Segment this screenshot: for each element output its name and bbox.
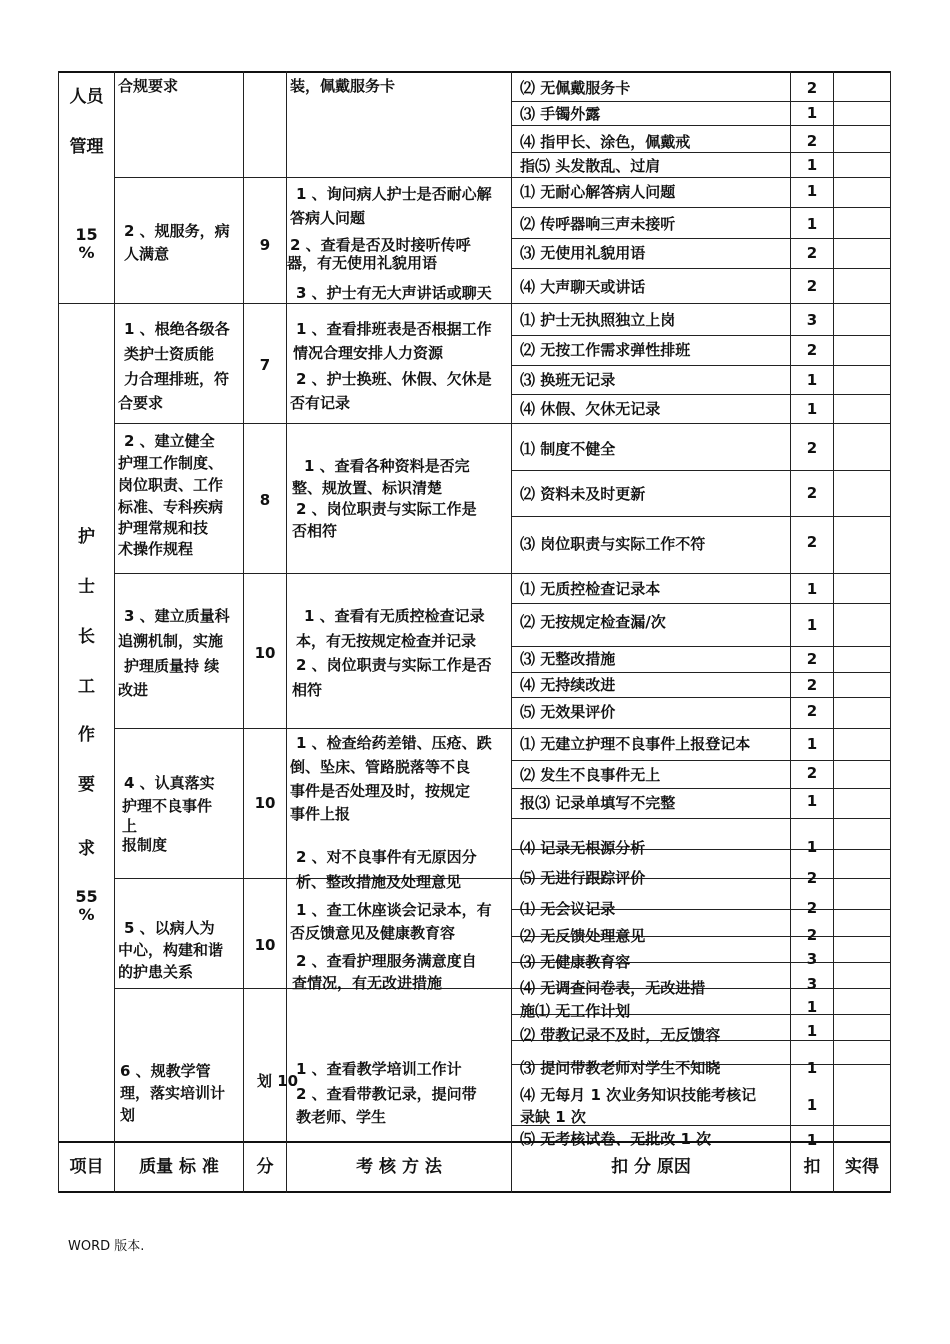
category-label: 管理	[69, 137, 104, 157]
deduction-reason: ⑷ 休假、欠休无记录	[520, 400, 661, 418]
deduction-reason: ⑵ 无按规定检查漏/次	[520, 613, 666, 631]
method-text: 否有记录	[290, 394, 351, 412]
method-text: 2 、查看是否及时接听传呼	[290, 236, 471, 254]
header-item: 项目	[69, 1157, 104, 1177]
category-label: 作	[78, 725, 95, 745]
method-text: 1 、检查给药差错、压疮、跌	[296, 734, 492, 752]
method-text: 1 、查看排班表是否根据工作	[296, 320, 492, 338]
score-value: 7	[259, 356, 271, 374]
deduction-points: 2	[806, 79, 818, 97]
method-text: 器，有无使用礼貌用语	[287, 254, 438, 272]
deduction-points: 1	[806, 792, 818, 810]
deduction-reason: ⑸ 无考核试卷、无批改 1 次	[520, 1130, 712, 1148]
deduction-reason: ⑵ 无反馈处理意见	[520, 927, 646, 945]
deduction-reason: 报⑶ 记录单填写不完整	[520, 794, 676, 812]
standard-text: 标准、专科疾病	[118, 498, 224, 516]
deduction-reason: ⑶ 提问带教老师对学生不知晓	[520, 1059, 721, 1077]
standard-text: 划	[120, 1106, 136, 1124]
deduction-points: 1	[806, 1022, 818, 1040]
deduction-points: 2	[806, 926, 818, 944]
row-divider	[114, 878, 890, 879]
deduction-points: 2	[806, 277, 818, 295]
method-text: 1 、询问病人护士是否耐心解	[296, 185, 492, 203]
method-text: 析、整改措施及处理意见	[296, 873, 462, 891]
category-label: 要	[78, 775, 95, 795]
deduction-reason: ⑴ 无建立护理不良事件上报登记本	[520, 735, 751, 753]
deduction-points: 3	[806, 975, 818, 993]
standard-text: 护理不良事件	[122, 797, 213, 815]
deduction-points: 1	[806, 1059, 818, 1077]
row-divider	[114, 728, 890, 729]
deduction-reason: ⑵ 无按工作需求弹性排班	[520, 341, 691, 359]
deduction-points: 1	[806, 371, 818, 389]
deduction-reason: ⑵ 发生不良事件无上	[520, 766, 661, 784]
category-label: 长	[78, 627, 95, 647]
method-text: 2 、查看带教记录，提问带	[296, 1085, 477, 1103]
table-bottom-border	[58, 1191, 890, 1193]
method-text: 2 、护士换班、休假、欠休是	[296, 370, 492, 388]
deduction-points: 1	[806, 998, 818, 1016]
row-divider	[114, 423, 890, 424]
standard-text: 合要求	[118, 394, 164, 412]
standard-text: 人满意	[124, 245, 170, 263]
category-weight: %	[78, 905, 95, 924]
deduction-points: 1	[806, 735, 818, 753]
deduction-reason: ⑵ 传呼器响三声未接听	[520, 215, 676, 233]
deduction-reason: 录缺 1 次	[520, 1108, 586, 1126]
deduction-points: 1	[806, 104, 818, 122]
deduction-reason: ⑴ 护士无执照独立上岗	[520, 311, 676, 329]
standard-text: 理，落实培训计	[120, 1084, 226, 1102]
standard-text: 护理常规和技	[118, 519, 209, 537]
deduction-reason: ⑷ 大声聊天或讲话	[520, 278, 646, 296]
header-score: 分	[256, 1157, 274, 1177]
deduction-reason: ⑷ 无每月 1 次业务知识技能考核记	[520, 1086, 757, 1104]
deduction-points: 1	[806, 400, 818, 418]
method-text: 2 、对不良事件有无原因分	[296, 848, 477, 866]
deduction-points: 1	[806, 156, 818, 174]
deduction-reason: ⑷ 无调查问卷表，无改进措	[520, 979, 706, 997]
deduction-reason: ⑵ 无佩戴服务卡	[520, 79, 631, 97]
deduction-points: 2	[806, 244, 818, 262]
deduction-reason: ⑶ 手镯外露	[520, 105, 601, 123]
category-label: 人员	[69, 87, 104, 107]
method-text: 否反馈意见及健康教育容	[290, 924, 456, 942]
method-text: 答病人问题	[290, 209, 366, 227]
standard-text: 3 、建立质量科	[124, 607, 230, 625]
header-deduct: 扣	[803, 1157, 821, 1177]
deduction-points: 2	[806, 650, 818, 668]
score-value: 划 10	[257, 1072, 299, 1090]
deduction-reason: 指⑸ 头发散乱、过肩	[520, 157, 661, 175]
header-actual: 实得	[845, 1157, 879, 1177]
deduction-points: 2	[806, 341, 818, 359]
method-text: 1 、查看有无质控检查记录	[304, 607, 485, 625]
score-value: 10	[254, 936, 276, 954]
deduction-points: 3	[806, 950, 818, 968]
deduction-reason: ⑷ 无持续改进	[520, 676, 616, 694]
standard-text: 4 、认真落实	[124, 774, 215, 792]
method-text: 倒、坠床、管路脱落等不良	[290, 758, 471, 776]
header-top-border	[58, 1141, 890, 1143]
deduction-reason: ⑶ 无使用礼貌用语	[520, 244, 646, 262]
deduction-points: 1	[806, 182, 818, 200]
deduction-points: 1	[806, 616, 818, 634]
deduction-points: 1	[806, 580, 818, 598]
deduction-points: 2	[806, 484, 818, 502]
category-label: 士	[78, 577, 95, 597]
standard-text: 岗位职责、工作	[118, 476, 224, 494]
col-border	[511, 71, 512, 1193]
standard-text: 类护士资质能	[124, 345, 215, 363]
deduction-points: 2	[806, 899, 818, 917]
deduction-reason: ⑴ 无质控检查记录本	[520, 580, 661, 598]
standard-text: 追溯机制，实施	[118, 632, 224, 650]
deduction-points: 2	[806, 533, 818, 551]
deduction-points: 2	[806, 132, 818, 150]
method-text: 情况合理安排人力资源	[293, 344, 444, 362]
deduction-reason: ⑸ 无效果评价	[520, 703, 616, 721]
score-value: 10	[254, 644, 276, 662]
header-reason: 扣 分 原因	[611, 1157, 691, 1177]
standard-text: 2 、规服务，病	[124, 222, 230, 240]
standard-text: 2 、建立健全	[124, 432, 215, 450]
standard-text: 改进	[118, 681, 149, 699]
method-text: 相符	[292, 681, 323, 699]
standard-text: 上	[122, 817, 138, 835]
category-weight: 15	[75, 225, 98, 244]
deduction-reason: ⑶ 换班无记录	[520, 371, 616, 389]
standard-text: 6 、规教学管	[120, 1062, 211, 1080]
header-method: 考 核 方 法	[356, 1157, 442, 1177]
standard-text: 护理工作制度、	[118, 454, 224, 472]
deduction-points: 2	[806, 439, 818, 457]
method-text: 教老师、学生	[296, 1108, 387, 1126]
deduction-reason: ⑶ 无健康教育容	[520, 953, 631, 971]
deduction-points: 1	[806, 1096, 818, 1114]
deduction-reason: ⑵ 带教记录不及时，无反馈容	[520, 1026, 721, 1044]
standard-text: 护理质量持 续	[124, 657, 220, 675]
method-text: 1 、查看各种资料是否完	[304, 457, 470, 475]
row-divider	[114, 573, 890, 574]
method-text: 整、规放置、标识清楚	[292, 479, 443, 497]
standard-text: 5 、以病人为	[124, 919, 215, 937]
category-weight: %	[78, 243, 95, 262]
deduction-reason: ⑶ 无整改措施	[520, 650, 616, 668]
method-text: 查情况，有无改进措施	[292, 974, 443, 992]
method-text: 2 、岗位职责与实际工作是	[296, 500, 477, 518]
category-weight: 55	[75, 887, 98, 906]
standard-text: 的护患关系	[118, 963, 194, 981]
standard-text: 1 、根绝各级各	[124, 320, 230, 338]
deduction-reason: ⑸ 无进行跟踪评价	[520, 869, 646, 887]
deduction-reason: ⑵ 资料未及时更新	[520, 485, 646, 503]
score-value: 10	[254, 794, 276, 812]
score-value: 9	[259, 236, 271, 254]
category-label: 工	[78, 677, 95, 697]
method-text: 1 、查看教学培训工作计	[296, 1060, 462, 1078]
col-border	[286, 71, 287, 1193]
standard-text: 术操作规程	[118, 540, 194, 558]
footer-note: WORD 版本.	[68, 1239, 145, 1254]
deduction-reason: ⑴ 制度不健全	[520, 440, 616, 458]
method-text: 事件上报	[290, 805, 351, 823]
row-divider	[114, 177, 890, 178]
deduction-points: 2	[806, 764, 818, 782]
deduction-points: 2	[806, 869, 818, 887]
deduction-reason: ⑴ 无会议记录	[520, 900, 616, 918]
method-text: 2 、查看护理服务满意度自	[296, 952, 477, 970]
method-text: 本，有无按规定检查并记录	[296, 632, 477, 650]
score-value: 8	[259, 491, 271, 509]
standard-text: 报制度	[122, 836, 168, 854]
standard-text: 力合理排班，符	[124, 370, 230, 388]
category-label: 护	[78, 527, 95, 547]
method-text: 3 、护士有无大声讲话或聊天	[296, 284, 492, 302]
method-text: 事件是否处理及时，按规定	[290, 782, 471, 800]
col-border	[833, 71, 834, 1193]
table-top-border	[58, 71, 890, 73]
deduction-reason: ⑴ 无耐心解答病人问题	[520, 183, 676, 201]
deduction-points: 1	[806, 838, 818, 856]
col-border-right	[890, 71, 891, 1193]
deduction-points: 1	[806, 1131, 818, 1149]
deduction-reason: 施⑴ 无工作计划	[520, 1002, 631, 1020]
method-text: 2 、岗位职责与实际工作是否	[296, 656, 492, 674]
deduction-points: 3	[806, 311, 818, 329]
row-divider	[114, 988, 890, 989]
deduction-reason: ⑷ 记录无根源分析	[520, 839, 646, 857]
header-standard: 质量 标 准	[139, 1157, 219, 1177]
deduction-points: 2	[806, 676, 818, 694]
deduction-points: 1	[806, 215, 818, 233]
standard-text: 中心，构建和谐	[118, 941, 224, 959]
method-text: 否相符	[292, 522, 338, 540]
category-label: 求	[78, 839, 95, 859]
standard-text: 合规要求	[118, 77, 179, 95]
method-text: 1 、查工休座谈会记录本，有	[296, 901, 492, 919]
method-text: 装，佩戴服务卡	[290, 77, 396, 95]
col-border	[114, 71, 115, 1193]
deduction-reason: ⑷ 指甲长、涂色，佩戴戒	[520, 133, 691, 151]
deduction-points: 2	[806, 702, 818, 720]
deduction-reason: ⑶ 岗位职责与实际工作不符	[520, 535, 706, 553]
